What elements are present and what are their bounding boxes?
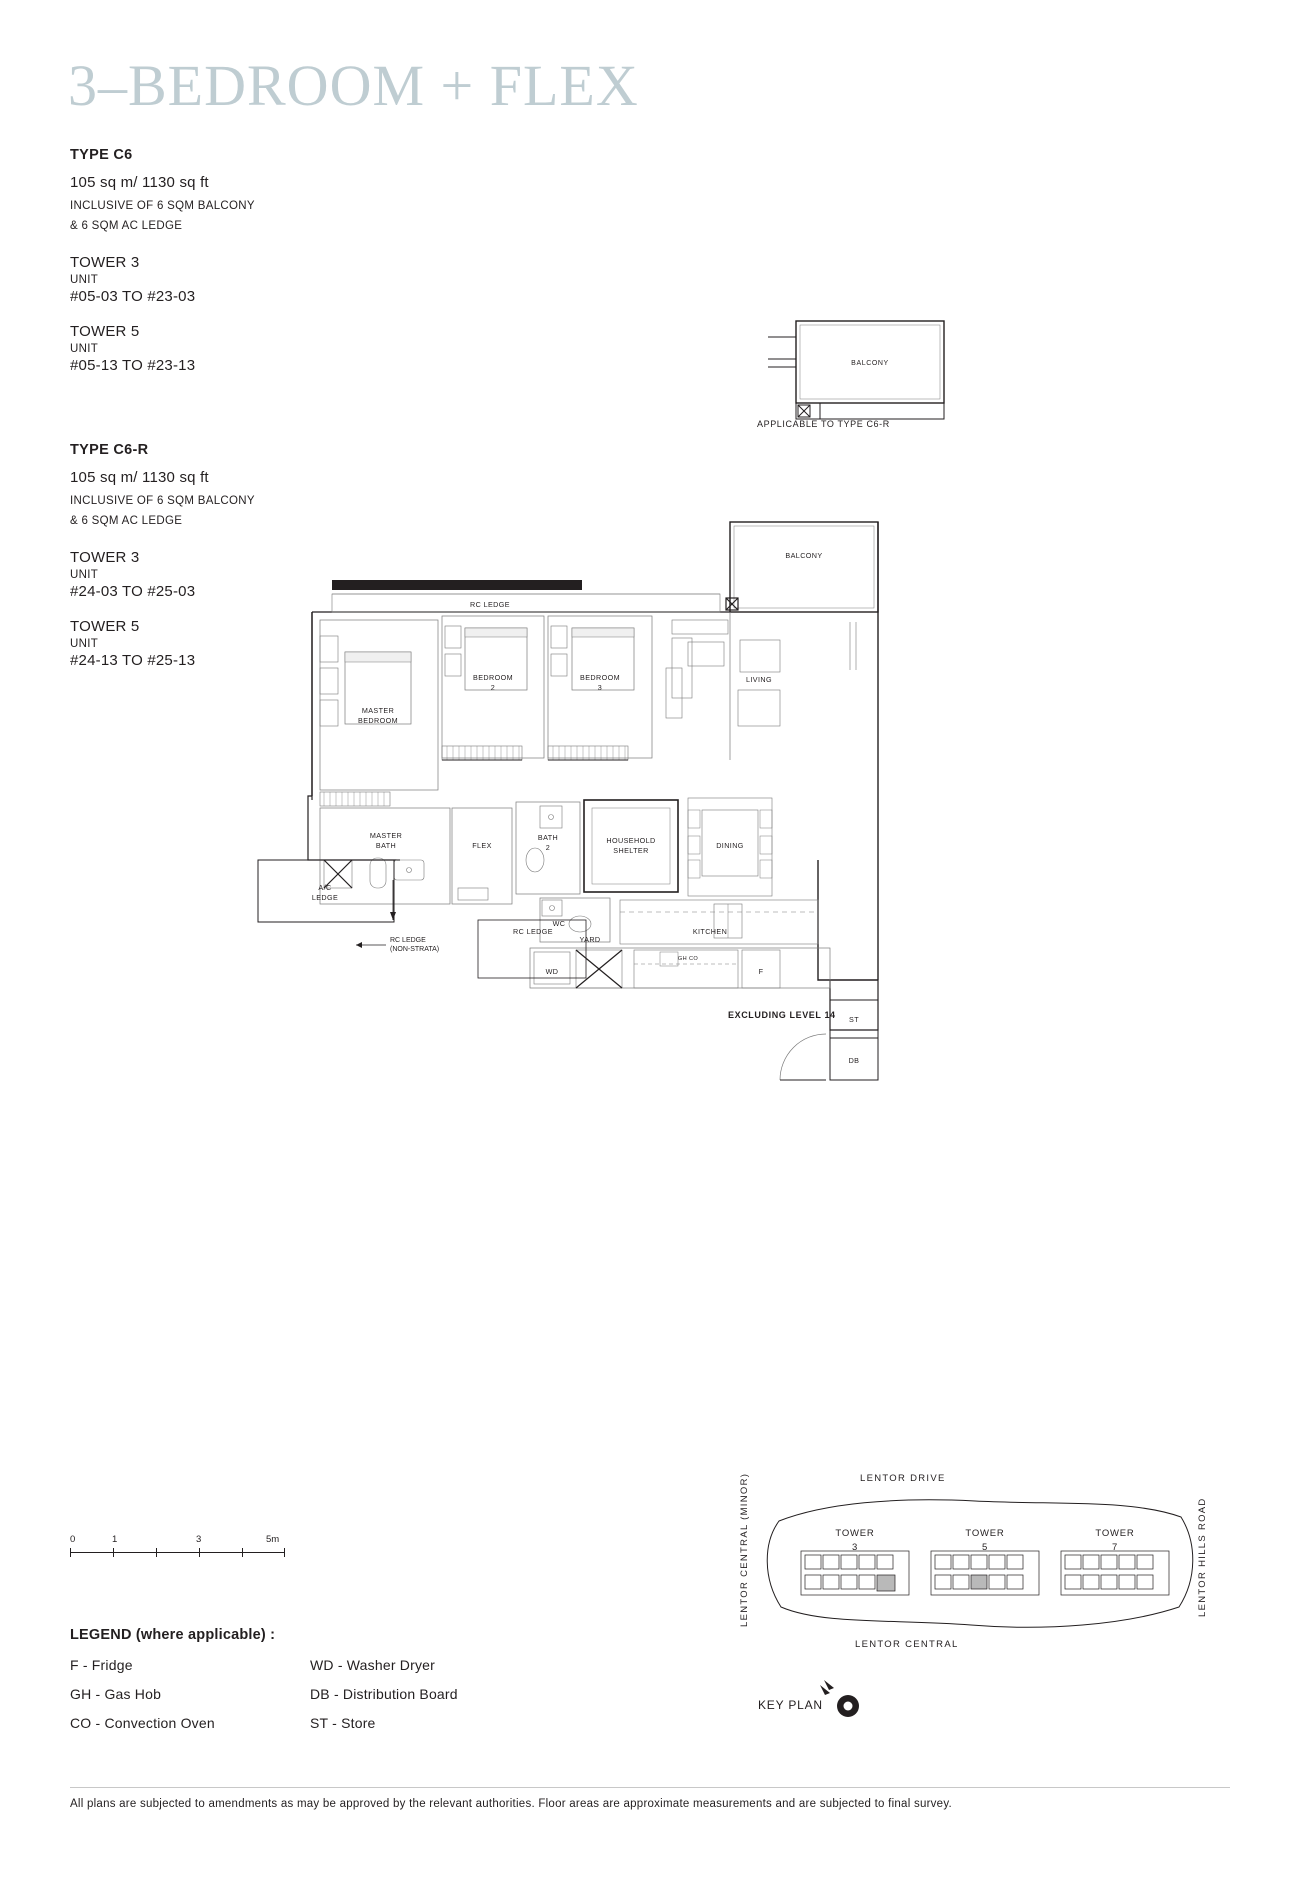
- room-label-flex: FLEX: [472, 841, 492, 850]
- room-label-household-shelter2: SHELTER: [613, 846, 649, 855]
- room-label-yard: YARD: [579, 935, 601, 944]
- tower-unit-label: UNIT: [70, 343, 99, 356]
- room-label-bedroom3-num: 3: [597, 683, 603, 692]
- room-label-rc-ledge-nonstrata: RC LEDGE: [390, 937, 426, 944]
- room-label-dining: DINING: [716, 841, 744, 850]
- legend-item: GH - Gas Hob: [70, 1686, 162, 1702]
- tower-group-c6-t3: [70, 254, 390, 305]
- keyplan-tower-number: 7: [1111, 1542, 1119, 1554]
- legend-title: LEGEND (where applicable) :: [70, 1627, 276, 1643]
- room-label-wc: WC: [552, 919, 566, 928]
- type-label-c6r: TYPE C6-R: [70, 442, 149, 458]
- room-label-master-bedroom2: BEDROOM: [358, 716, 398, 725]
- tower-name: TOWER 3: [70, 254, 140, 272]
- keyplan-tower-3: [815, 1527, 895, 1556]
- key-plan: [739, 1472, 1215, 1702]
- room-label-master-bedroom: MASTER: [361, 706, 395, 715]
- keyplan-road-left: LENTOR CENTRAL (MINOR): [739, 1472, 750, 1627]
- keyplan-tower-number: 5: [981, 1542, 989, 1554]
- type-label-c6: TYPE C6: [70, 147, 133, 163]
- tower-unit-label: UNIT: [70, 274, 99, 287]
- room-label-balcony: BALCONY: [785, 551, 823, 560]
- room-label-living: LIVING: [746, 675, 772, 684]
- unit-info-c6: [70, 147, 390, 374]
- scale-tick-1: 1: [112, 1534, 118, 1545]
- tower-units: #24-13 TO #25-13: [70, 652, 196, 670]
- room-label-rc-ledge-nonstrata2: (NON-STRATA): [390, 946, 440, 953]
- room-label-bath2: BATH: [537, 833, 559, 842]
- room-label-store: ST: [849, 1015, 859, 1024]
- tower-units: #24-03 TO #25-03: [70, 583, 196, 601]
- room-label-balcony: BALCONY: [851, 360, 889, 367]
- plan-main: [290, 551, 990, 1220]
- keyplan-road-bottom: LENTOR CENTRAL: [855, 1639, 959, 1650]
- room-label-master-bath2: BATH: [375, 841, 397, 850]
- tower-units: #05-03 TO #23-03: [70, 288, 196, 306]
- keyplan-tower-name: TOWER: [965, 1528, 1005, 1539]
- room-label-bedroom3: BEDROOM: [580, 673, 620, 682]
- footer-divider: [70, 1787, 1230, 1788]
- keyplan-road-top: LENTOR DRIVE: [860, 1473, 946, 1484]
- scale-tick-3: 3: [196, 1534, 202, 1545]
- keyplan-tower-name: TOWER: [835, 1528, 875, 1539]
- keyplan-tower-number: 3: [851, 1542, 859, 1554]
- room-label-bath2-num: 2: [545, 843, 551, 852]
- footer-disclaimer: All plans are subjected to amendments as may be approved by the relevant authorities. Floor areas are approximate measurements and are subjected to final survey.: [70, 1798, 952, 1810]
- keyplan-tower-name: TOWER: [1095, 1528, 1135, 1539]
- room-label-bedroom2: BEDROOM: [473, 673, 513, 682]
- room-label-gh-co: GH CO: [677, 956, 699, 962]
- room-label-master-bath: MASTER: [369, 831, 403, 840]
- note2-c6: & 6 SQM AC LEDGE: [70, 220, 183, 233]
- legend-item: CO - Convection Oven: [70, 1715, 215, 1731]
- tower-name: TOWER 3: [70, 549, 140, 567]
- scale-end-label: 5m: [266, 1534, 280, 1545]
- plan-main-caption: EXCLUDING LEVEL 14: [728, 1010, 836, 1020]
- plan-balcony-caption: APPLICABLE TO TYPE C6-R: [757, 419, 890, 429]
- room-label-fridge: F: [758, 967, 764, 976]
- room-label-bedroom2-num: 2: [490, 683, 496, 692]
- tower-name: TOWER 5: [70, 618, 140, 636]
- room-label-rc-ledge-bottom: RC LEDGE: [513, 927, 553, 936]
- room-label-rc-ledge-top: RC LEDGE: [470, 600, 510, 609]
- keyplan-road-right: LENTOR HILLS ROAD: [1197, 1497, 1208, 1617]
- page-title: 3–BEDROOM + FLEX: [68, 53, 639, 118]
- room-label-household-shelter: HOUSEHOLD: [606, 836, 656, 845]
- legend: [70, 1627, 590, 1731]
- room-label-db: DB: [848, 1056, 860, 1065]
- legend-item: DB - Distribution Board: [310, 1686, 458, 1702]
- north-compass-icon: [818, 1676, 864, 1722]
- scale-tick-0: 0: [70, 1534, 76, 1545]
- area-c6r: 105 sq m/ 1130 sq ft: [70, 469, 209, 486]
- room-label-kitchen: KITCHEN: [692, 927, 728, 936]
- plan-balcony-variant: [757, 315, 980, 430]
- note1-c6: INCLUSIVE OF 6 SQM BALCONY: [70, 200, 255, 212]
- room-label-wd: WD: [545, 967, 559, 976]
- note2-c6r: & 6 SQM AC LEDGE: [70, 515, 183, 528]
- room-label-ac-ledge2: LEDGE: [311, 893, 339, 902]
- legend-item: ST - Store: [310, 1715, 376, 1731]
- tower-name: TOWER 5: [70, 323, 140, 341]
- area-c6: 105 sq m/ 1130 sq ft: [70, 174, 209, 191]
- tower-unit-label: UNIT: [70, 638, 99, 651]
- keyplan-label: KEY PLAN: [758, 1698, 823, 1712]
- keyplan-tower-7: [1075, 1527, 1155, 1556]
- scale-bar: [70, 1534, 285, 1557]
- note1-c6r: INCLUSIVE OF 6 SQM BALCONY: [70, 495, 255, 507]
- room-label-ac-ledge: A/C: [318, 883, 332, 892]
- tower-group-c6-t5: [70, 323, 390, 374]
- keyplan-tower-5: [945, 1527, 1025, 1556]
- tower-units: #05-13 TO #23-13: [70, 357, 196, 375]
- legend-item: WD - Washer Dryer: [310, 1657, 435, 1673]
- legend-item: F - Fridge: [70, 1657, 133, 1673]
- tower-unit-label: UNIT: [70, 569, 99, 582]
